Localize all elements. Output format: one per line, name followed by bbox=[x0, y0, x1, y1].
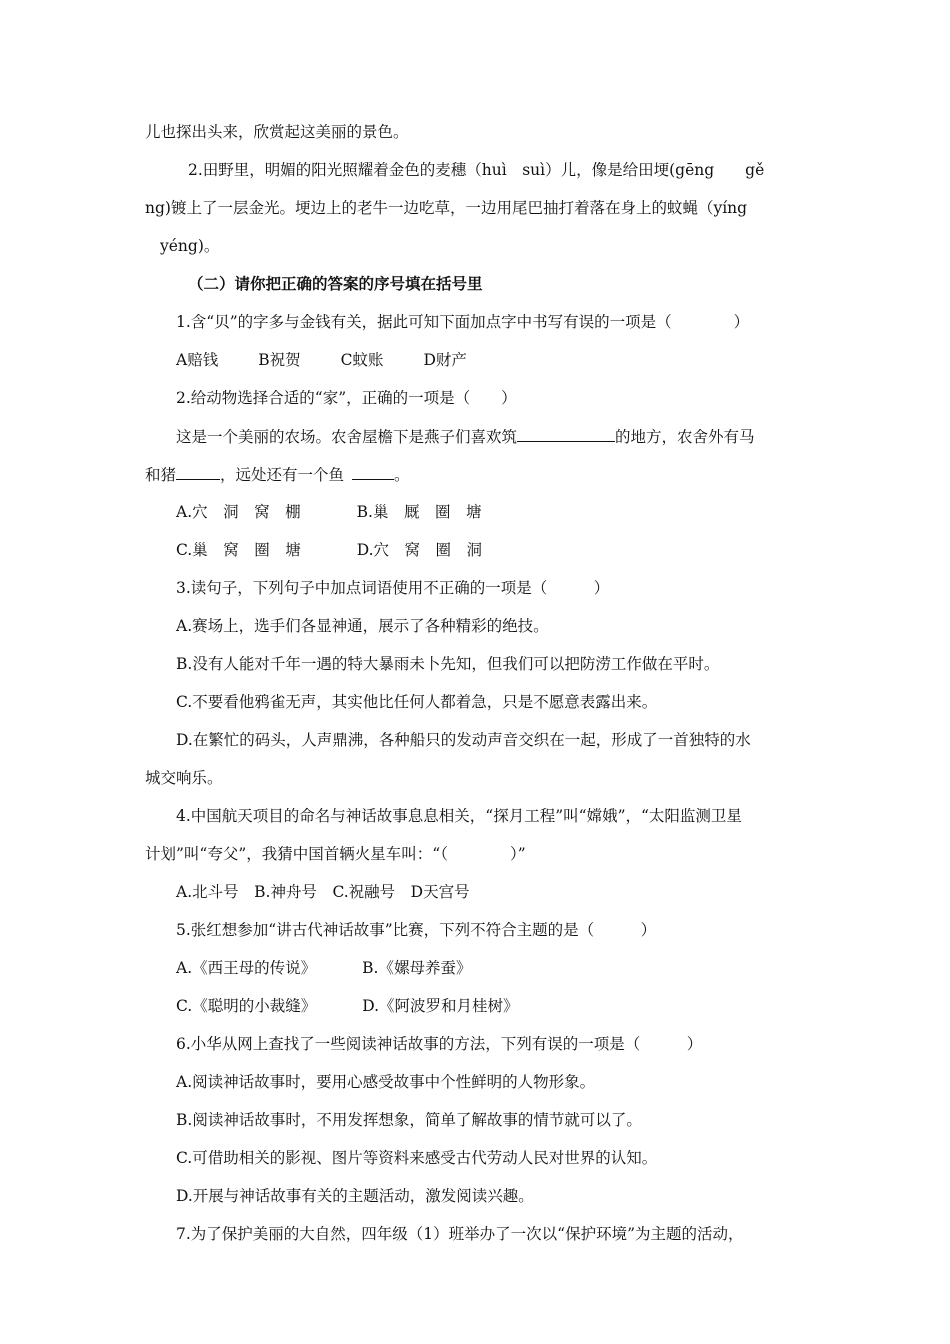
answer-blank[interactable] bbox=[517, 426, 615, 442]
option-b: B.《嫘母养蚕》 bbox=[362, 959, 472, 977]
option-c: C.《聪明的小裁缝》 bbox=[176, 997, 317, 1015]
question-6-option-d: D.开展与神话故事有关的主题活动，激发阅读兴趣。 bbox=[176, 1187, 534, 1205]
question-6-stem: 6.小华从网上查找了一些阅读神话故事的方法，下列有误的一项是（ ） bbox=[176, 1035, 703, 1053]
question-6-option-c: C.可借助相关的影视、图片等资料来感受古代劳动人民对世界的认知。 bbox=[176, 1149, 658, 1167]
passage-line: 2.田野里，明媚的阳光照耀着金色的麦穗（huì suì）儿，像是给田埂(gēng gě bbox=[188, 161, 765, 179]
option-d: D.《阿波罗和月桂树》 bbox=[362, 997, 519, 1015]
question-2-options-row bbox=[176, 502, 481, 522]
question-2-stem: 2.给动物选择合适的“家”，正确的一项是（ ） bbox=[176, 389, 517, 407]
question-3-option-c: C.不要看他鸦雀无声，其实他比任何人都着急，只是不愿意表露出来。 bbox=[176, 693, 658, 711]
question-3-option-b: B.没有人能对千年一遇的特大暴雨未卜先知，但我们可以把防涝工作做在平时。 bbox=[176, 655, 720, 673]
question-3-option-d: D.在繁忙的码头，人声鼎沸，各种船只的发动声音交织在一起，形成了一首独特的水 bbox=[176, 731, 751, 749]
question-5-options-row bbox=[176, 996, 519, 1016]
option-a: A.《西王母的传说》 bbox=[176, 959, 317, 977]
section-heading: （二）请你把正确的答案的序号填在括号里 bbox=[188, 275, 483, 293]
option-b: B.巢 厩 圈 塘 bbox=[356, 503, 482, 521]
question-1-options bbox=[176, 350, 467, 370]
question-7-stem: 7.为了保护美丽的大自然，四年级（1）班举办了一次以“保护环境”为主题的活动， bbox=[176, 1225, 744, 1243]
question-3-option-d-cont: 城交响乐。 bbox=[145, 769, 223, 787]
passage-line: 儿也探出头来，欣赏起这美丽的景色。 bbox=[145, 123, 409, 141]
question-3-stem: 3.读句子，下列句子中加点词语使用不正确的一项是（ ） bbox=[176, 579, 610, 597]
question-2-options-row bbox=[176, 540, 482, 560]
option-b: B祝贺 bbox=[258, 351, 301, 369]
question-4-stem: 4.中国航天项目的命名与神话故事息息相关，“探月工程”叫“嫦娥”，“太阳监测卫星 bbox=[176, 807, 742, 825]
option-d: D财产 bbox=[423, 351, 467, 369]
option-a: A赔钱 bbox=[176, 351, 219, 369]
question-4-options: A.北斗号 B.神舟号 C.祝融号 D天宫号 bbox=[176, 883, 470, 901]
passage-line: ng)镀上了一层金光。埂边上的老牛一边吃草，一边用尾巴抽打着落在身上的蚊蝇（yíng bbox=[145, 199, 748, 217]
question-6-option-a: A.阅读神话故事时，要用心感受故事中个性鲜明的人物形象。 bbox=[176, 1073, 596, 1091]
question-3-option-a: A.赛场上，选手们各显神通，展示了各种精彩的绝技。 bbox=[176, 617, 549, 635]
option-a: A.穴 洞 窝 棚 bbox=[176, 503, 301, 521]
answer-blank[interactable] bbox=[176, 464, 220, 480]
option-c: C蚊账 bbox=[340, 351, 384, 369]
option-d: D.穴 窝 圈 洞 bbox=[356, 541, 483, 559]
question-2-passage-line: 这是一个美丽的农场。农舍屋檐下是燕子们喜欢筑 的地方，农舍外有马 bbox=[176, 428, 755, 446]
question-5-options-row bbox=[176, 958, 471, 978]
question-2-passage-line: 和猪 ，远处还有一个鱼 。 bbox=[145, 466, 410, 484]
question-6-option-b: B.阅读神话故事时，不用发挥想象，简单了解故事的情节就可以了。 bbox=[176, 1111, 642, 1129]
answer-blank[interactable] bbox=[352, 464, 394, 480]
question-4-stem-cont: 计划”叫“夸父”，我猜中国首辆火星车叫：“（ ）” bbox=[145, 845, 526, 863]
passage-line: yéng)。 bbox=[160, 237, 220, 255]
question-1-stem: 1.含“贝”的字多与金钱有关，据此可知下面加点字中书写有误的一项是（ ） bbox=[176, 313, 750, 331]
option-c: C.巢 窝 圈 塘 bbox=[176, 541, 301, 559]
question-5-stem: 5.张红想参加“讲古代神话故事”比赛，下列不符合主题的是（ ） bbox=[176, 921, 657, 939]
